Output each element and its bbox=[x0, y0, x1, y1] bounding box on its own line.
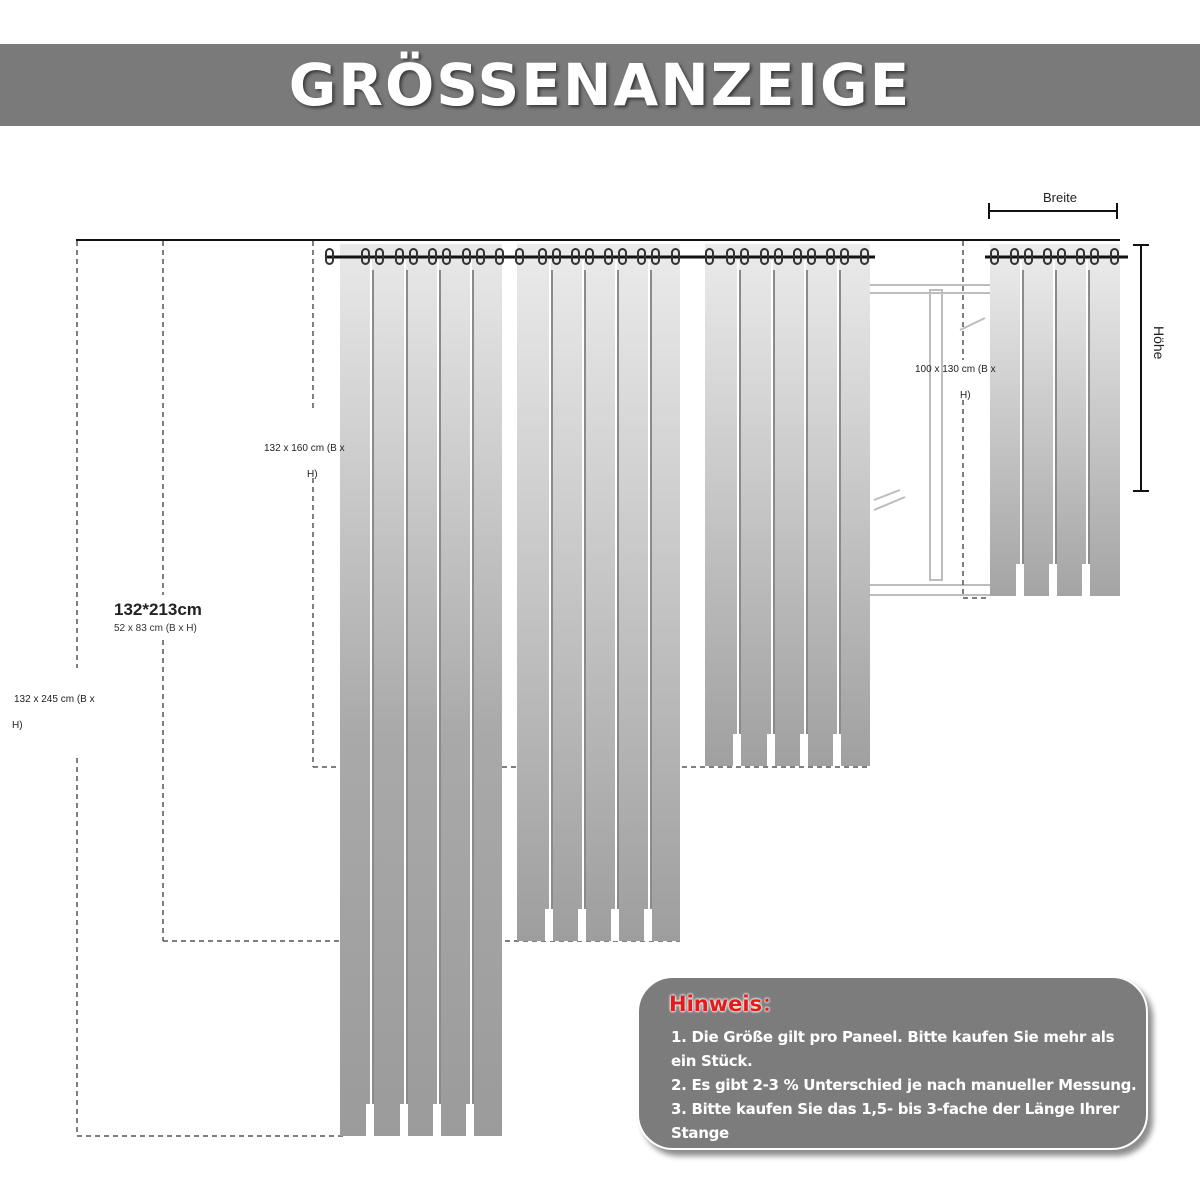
curtain-panel-160 bbox=[705, 244, 870, 766]
curtain-panel-245 bbox=[340, 244, 502, 1136]
width-label: Breite bbox=[1043, 190, 1077, 205]
size-label-245-line1: 132 x 245 cm (B x bbox=[14, 694, 95, 705]
note-line-1: 1. Die Größe gilt pro Paneel. Bitte kaufen Sie mehr als bbox=[671, 1028, 1115, 1046]
size-label-245 bbox=[14, 687, 95, 739]
height-indicator bbox=[1133, 245, 1149, 491]
size-label-130-line2: H) bbox=[960, 390, 971, 401]
window-frame bbox=[870, 285, 990, 595]
size-label-130 bbox=[915, 357, 996, 409]
note-line-2: ein Stück. bbox=[671, 1052, 753, 1070]
page-title: GRÖSSENANZEIGE bbox=[288, 51, 912, 119]
dashed-outline-130 bbox=[963, 241, 990, 598]
note-line-3: 2. Es gibt 2-3 % Unterschied je nach manueller Messung. bbox=[671, 1076, 1137, 1094]
curtain-panel-130 bbox=[990, 244, 1120, 596]
note-line-5: Stange bbox=[671, 1124, 729, 1142]
curtain-panel-213 bbox=[517, 244, 680, 941]
dashed-outline-245 bbox=[77, 241, 345, 1136]
height-label: Höhe bbox=[1151, 326, 1167, 360]
size-label-130-line1: 100 x 130 cm (B x bbox=[915, 364, 996, 375]
note-box bbox=[637, 976, 1148, 1150]
note-title: Hinweis： bbox=[669, 992, 784, 1016]
size-label-160 bbox=[264, 436, 345, 488]
size-label-160-line2: H) bbox=[307, 469, 318, 480]
size-label-213-main: 132*213cm bbox=[114, 600, 202, 619]
size-label-213-sub: 52 x 83 cm (B x H) bbox=[114, 623, 197, 634]
size-label-160-line1: 132 x 160 cm (B x bbox=[264, 443, 345, 454]
note-line-4: 3. Bitte kaufen Sie das 1,5- bis 3-fache der Länge Ihrer bbox=[671, 1100, 1120, 1118]
size-label-245-line2: H) bbox=[12, 720, 23, 731]
width-indicator bbox=[989, 203, 1117, 219]
